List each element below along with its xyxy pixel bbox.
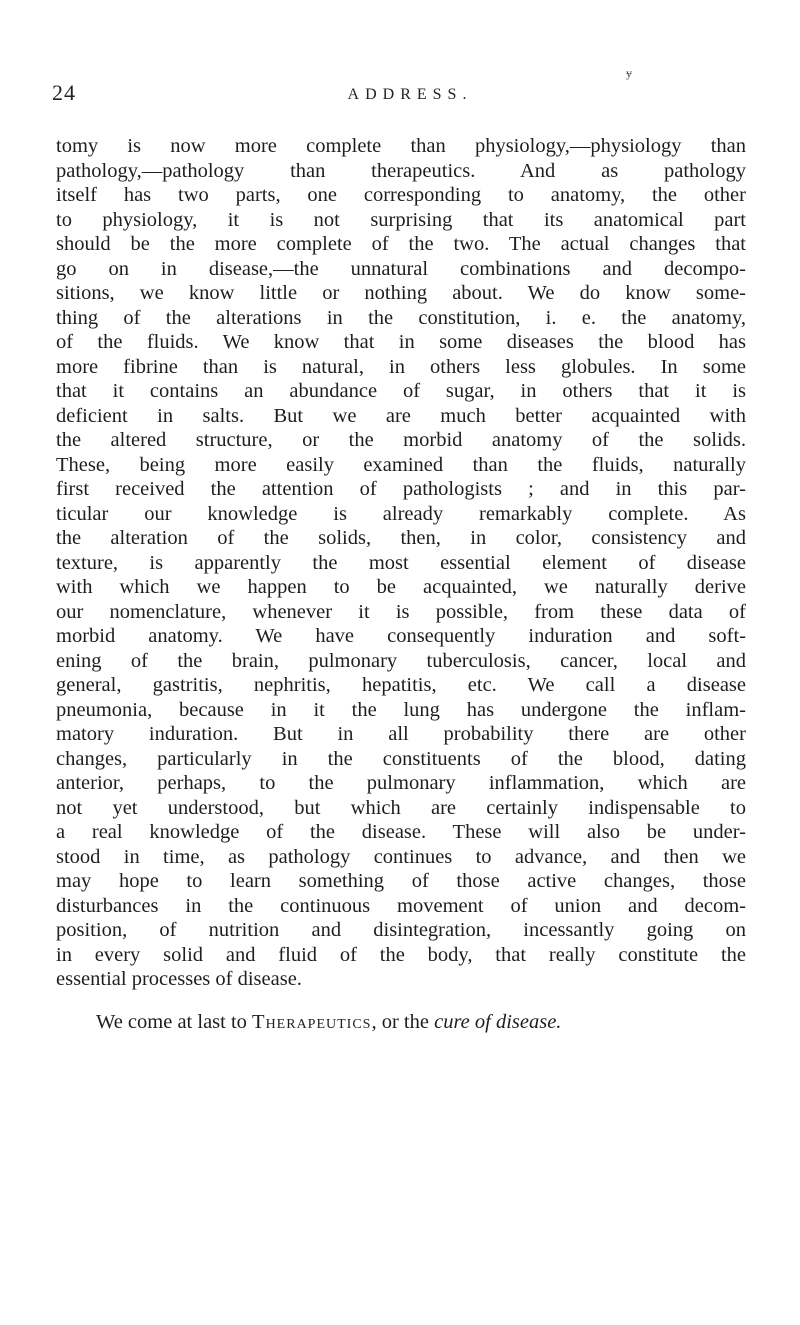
text-line: essential processes of disease.	[56, 968, 302, 990]
text-line: not yet understood, but which are certainly indispensable to	[56, 796, 746, 819]
body-text	[56, 134, 746, 1034]
running-head: ADDRESS.	[347, 86, 473, 103]
paragraph-gap	[56, 992, 746, 1010]
text-line: position, of nutrition and disintegration, incessantly going on	[56, 919, 746, 941]
text-line: ening of the brain, pulmonary tuberculosis, cancer, local and	[56, 649, 746, 672]
paragraph-2-lead: We come at last to	[96, 1010, 253, 1033]
text-line: the alteration of the solids, then, in color, consistency and	[56, 527, 746, 549]
text-line: itself has two parts, one corresponding to anatomy, the other	[56, 184, 746, 206]
stray-printer-mark: ɏ	[626, 66, 632, 80]
text-line: anterior, perhaps, to the pulmonary inflammation, which are	[56, 772, 746, 794]
paragraph-2	[56, 1010, 746, 1035]
text-line: changes, particularly in the constituents of the blood, dating	[56, 747, 746, 770]
text-line: sitions, we know little or nothing about. We do know some-	[56, 282, 746, 304]
text-line: in every solid and fluid of the body, that really constitute the	[56, 943, 746, 966]
therapeutics-small-caps: Therapeutics	[252, 1010, 372, 1033]
text-line: that it contains an abundance of sugar, in others that it is	[56, 380, 746, 402]
text-line: tomy is now more complete than physiology,—physiology than	[56, 135, 746, 157]
text-line: the altered structure, or the morbid anatomy of the solids.	[56, 429, 746, 451]
text-line: first received the attention of pathologists ; and in this par-	[56, 478, 746, 500]
text-line: matory induration. But in all probability there are other	[56, 723, 746, 745]
text-line: morbid anatomy. We have consequently induration and soft-	[56, 625, 746, 647]
text-line: disturbances in the continuous movement of union and decom-	[56, 894, 746, 917]
text-line: pneumonia, because in it the lung has undergone the inflam-	[56, 698, 746, 721]
paragraph-2-middle: , or the	[371, 1010, 435, 1033]
text-line: deficient in salts. But we are much better acquainted with	[56, 404, 746, 427]
text-line: of the fluids. We know that in some diseases the blood has	[56, 331, 746, 353]
text-line: stood in time, as pathology continues to advance, and then we	[56, 845, 746, 868]
text-line: may hope to learn something of those active changes, those	[56, 870, 746, 892]
cure-of-disease-italic: cure of disease.	[434, 1010, 562, 1033]
page-header	[52, 80, 748, 110]
text-line: our nomenclature, whenever it is possible, from these data of	[56, 600, 746, 623]
text-line: ticular our knowledge is already remarkably complete. As	[56, 502, 746, 525]
text-line: to physiology, it is not surprising that its anatomical part	[56, 208, 746, 231]
page-number: 24	[52, 80, 76, 105]
text-line: general, gastritis, nephritis, hepatitis, etc. We call a disease	[56, 674, 746, 696]
text-line: a real knowledge of the disease. These will also be under-	[56, 821, 746, 843]
text-line: go on in disease,—the unnatural combinations and decompo-	[56, 257, 746, 280]
text-line: thing of the alterations in the constitution, i. e. the anatomy,	[56, 306, 746, 329]
text-line: texture, is apparently the most essential element of disease	[56, 551, 746, 574]
paragraph-1	[56, 134, 746, 992]
text-line: pathology,—pathology than therapeutics. And as pathology	[56, 159, 746, 182]
text-line	[56, 1010, 746, 1035]
text-line: with which we happen to be acquainted, we naturally derive	[56, 576, 746, 598]
text-line: These, being more easily examined than the fluids, naturally	[56, 453, 746, 476]
text-line: more fibrine than is natural, in others less globules. In some	[56, 355, 746, 378]
text-line: should be the more complete of the two. The actual changes that	[56, 233, 746, 255]
